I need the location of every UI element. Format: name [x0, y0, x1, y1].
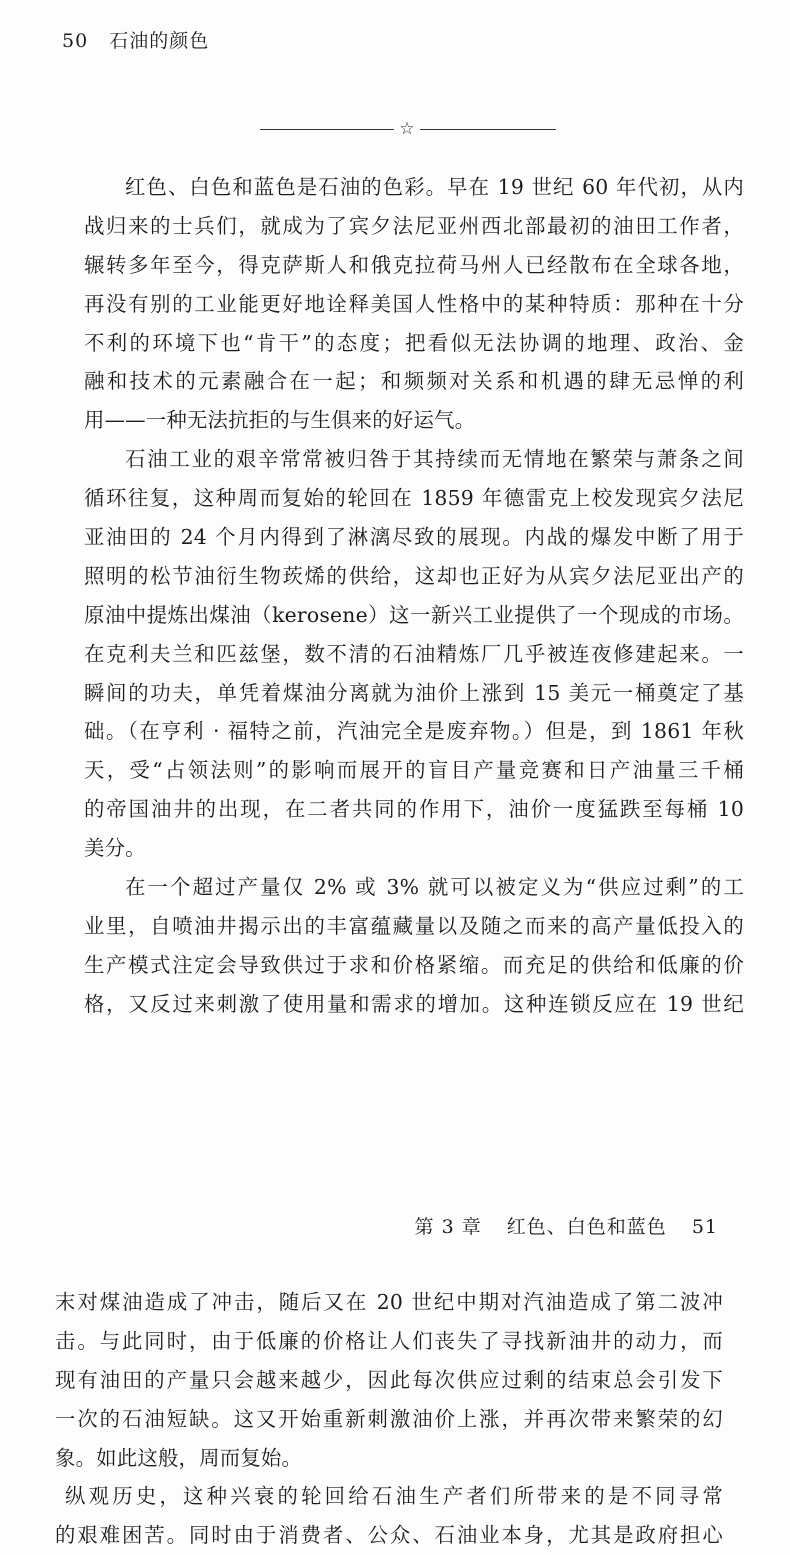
text-line: 融和技术的元素融合在一起；和频频对关系和机遇的肆无忌惮的利 [84, 369, 744, 394]
text-line: 现有油田的产量只会越来越少，因此每次供应过剩的结束总会引发下 [55, 1367, 723, 1392]
text-line: 红色、白色和蓝色是石油的色彩。早在 19 世纪 60 年代初，从内 [125, 175, 744, 199]
text-line: 一次的石油短缺。这又开始重新刺激油价上涨，并再次带来繁荣的幻 [55, 1406, 723, 1431]
text-line: 辗转多年至今，得克萨斯人和俄克拉荷马州人已经散布在全球各地， [84, 252, 744, 277]
text-line: 的帝国油井的出现，在二者共同的作用下，油价一度猛跌至每桶 10 [84, 797, 744, 822]
text-line: 再没有别的工业能更好地诠释美国人性格中的某种特质：那种在十分 [84, 291, 744, 316]
text-line: 战归来的士兵们，就成为了宾夕法尼亚州西北部最初的油田工作者， [84, 213, 744, 238]
page-50-body [84, 168, 744, 1024]
text-line: 的艰难困苦。同时由于消费者、公众、石油业本身，尤其是政府担心 [55, 1523, 723, 1548]
running-header-right [415, 1212, 718, 1239]
page-51-body [55, 1283, 723, 1555]
chapter-label: 第 3 章 [414, 1216, 482, 1238]
running-title: 石油的颜色 [109, 30, 210, 52]
text-line: 天，受“占领法则”的影响而展开的盲目产量竞赛和日产油量三千桶 [84, 758, 744, 783]
text-line: 格，又反过来刺激了使用量和需求的增加。这种连锁反应在 19 世纪 [84, 991, 744, 1016]
section-divider [260, 118, 556, 142]
text-line: 础。（在亨利 · 福特之前，汽油完全是废弃物。）但是，到 1861 年秋 [84, 719, 744, 744]
text-line: 原油中提炼出煤油（kerosene）这一新兴工业提供了一个现成的市场。 [84, 602, 744, 627]
divider-line-right [420, 129, 556, 130]
text-line: 用——一种无法抗拒的与生俱来的好运气。 [84, 408, 476, 433]
running-title: 红色、白色和蓝色 [506, 1216, 667, 1238]
page-number: 51 [691, 1216, 718, 1238]
text-line: 纵观历史，这种兴衰的轮回给石油生产者们所带来的是不同寻常 [65, 1484, 723, 1509]
text-line: 美分。 [84, 836, 146, 861]
text-line: 击。与此同时，由于低廉的价格让人们丧失了寻找新油井的动力，而 [55, 1328, 723, 1353]
text-line: 在克利夫兰和匹兹堡，数不清的石油精炼厂几乎被连夜修建起来。一 [84, 641, 744, 666]
text-line: 生产模式注定会导致供过于求和价格紧缩。而充足的供给和低廉的价 [84, 952, 744, 977]
divider-line-left [260, 129, 394, 130]
text-line: 照明的松节油衍生物莰烯的供给，这却也正好为从宾夕法尼亚出产的 [84, 563, 744, 588]
star-icon: ☆ [399, 119, 415, 139]
running-header-left [62, 26, 209, 53]
text-line: 瞬间的功夫，单凭着煤油分离就为油价上涨到 15 美元一桶奠定了基 [84, 680, 744, 705]
text-line: 不利的环境下也“肯干”的态度；把看似无法协调的地理、政治、金 [84, 330, 744, 355]
text-line: 循环往复，这种周而复始的轮回在 1859 年德雷克上校发现宾夕法尼 [84, 486, 744, 511]
text-line: 业里，自喷油井揭示出的丰富蕴藏量以及随之而来的高产量低投入的 [84, 913, 744, 938]
text-line: 亚油田的 24 个月内得到了淋漓尽致的展现。内战的爆发中断了用于 [84, 525, 744, 550]
text-line: 象。如此这般，周而复始。 [55, 1445, 303, 1470]
text-line: 末对煤油造成了冲击，随后又在 20 世纪中期对汽油造成了第二波冲 [55, 1290, 723, 1314]
text-line: 在一个超过产量仅 2% 或 3% 就可以被定义为“供应过剩”的工 [125, 875, 744, 900]
page-number: 50 [62, 30, 89, 52]
text-line: 石油工业的艰辛常常被归咎于其持续而无情地在繁荣与萧条之间 [125, 447, 744, 472]
